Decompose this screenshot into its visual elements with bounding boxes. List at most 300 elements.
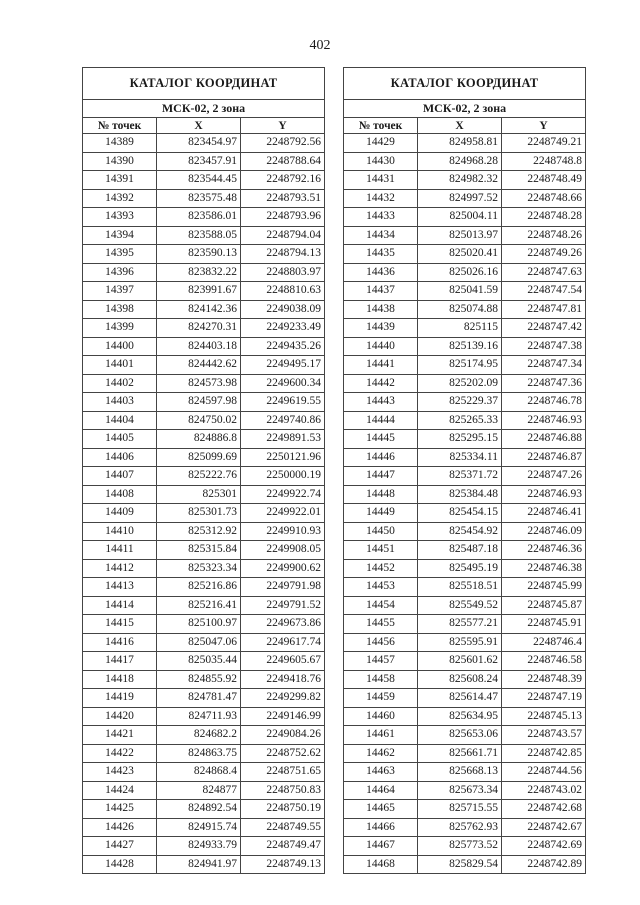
coordinate-catalog-right xyxy=(343,67,586,874)
y-coordinate-cell: 2248750.19 xyxy=(241,800,325,819)
y-coordinate-cell: 2248788.64 xyxy=(241,152,325,171)
table-row xyxy=(83,707,325,726)
table-row xyxy=(83,411,325,430)
y-coordinate-cell: 2249418.76 xyxy=(241,670,325,689)
table-row xyxy=(83,134,325,153)
point-number-cell: 14416 xyxy=(83,633,157,652)
table-row xyxy=(344,485,586,504)
catalog-title: КАТАЛОГ КООРДИНАТ xyxy=(344,68,586,100)
coordinate-system-label: МСК-02, 2 зона xyxy=(344,100,586,118)
table-row xyxy=(83,226,325,245)
x-coordinate-cell: 824958.81 xyxy=(418,134,502,153)
x-coordinate-cell: 825715.55 xyxy=(418,800,502,819)
x-coordinate-cell: 825229.37 xyxy=(418,393,502,412)
table-row xyxy=(83,393,325,412)
point-number-cell: 14417 xyxy=(83,652,157,671)
table-row xyxy=(344,541,586,560)
y-coordinate-cell: 2249900.62 xyxy=(241,559,325,578)
y-coordinate-cell: 2249435.26 xyxy=(241,337,325,356)
table-row xyxy=(344,689,586,708)
table-row xyxy=(344,319,586,338)
table-row xyxy=(344,615,586,634)
point-number-cell: 14446 xyxy=(344,448,418,467)
x-coordinate-cell: 824750.02 xyxy=(157,411,241,430)
x-coordinate-cell: 825454.15 xyxy=(418,504,502,523)
table-row xyxy=(344,504,586,523)
x-coordinate-cell: 824968.28 xyxy=(418,152,502,171)
y-coordinate-cell: 2248743.02 xyxy=(502,781,586,800)
x-coordinate-cell: 825099.69 xyxy=(157,448,241,467)
y-coordinate-cell: 2249038.09 xyxy=(241,300,325,319)
x-coordinate-cell: 825608.24 xyxy=(418,670,502,689)
page-number: 402 xyxy=(309,38,331,53)
x-coordinate-cell: 824886.8 xyxy=(157,430,241,449)
point-number-cell: 14465 xyxy=(344,800,418,819)
point-number-cell: 14463 xyxy=(344,763,418,782)
x-coordinate-cell: 824868.4 xyxy=(157,763,241,782)
table-row xyxy=(344,430,586,449)
y-coordinate-cell: 2248750.83 xyxy=(241,781,325,800)
table-row xyxy=(83,726,325,745)
table-row xyxy=(83,152,325,171)
point-number-cell: 14438 xyxy=(344,300,418,319)
point-number-cell: 14466 xyxy=(344,818,418,837)
x-coordinate-cell: 825773.52 xyxy=(418,837,502,856)
point-number-cell: 14397 xyxy=(83,282,157,301)
y-coordinate-cell: 2248746.88 xyxy=(502,430,586,449)
y-coordinate-cell: 2248746.58 xyxy=(502,652,586,671)
y-coordinate-cell: 2248748.28 xyxy=(502,208,586,227)
x-coordinate-cell: 825653.06 xyxy=(418,726,502,745)
x-coordinate-cell: 825634.95 xyxy=(418,707,502,726)
x-coordinate-cell: 825384.48 xyxy=(418,485,502,504)
coordinate-catalog-left xyxy=(82,67,325,874)
x-coordinate-cell: 825100.97 xyxy=(157,615,241,634)
table-row xyxy=(83,467,325,486)
x-coordinate-cell: 824997.52 xyxy=(418,189,502,208)
x-coordinate-cell: 824682.2 xyxy=(157,726,241,745)
table-row xyxy=(83,670,325,689)
y-coordinate-cell: 2248746.93 xyxy=(502,485,586,504)
table-row xyxy=(83,596,325,615)
point-number-cell: 14409 xyxy=(83,504,157,523)
table-row xyxy=(344,707,586,726)
table-row xyxy=(344,652,586,671)
point-number-cell: 14440 xyxy=(344,337,418,356)
point-number-cell: 14414 xyxy=(83,596,157,615)
table-row xyxy=(83,430,325,449)
x-coordinate-cell: 825004.11 xyxy=(418,208,502,227)
table-row xyxy=(83,337,325,356)
point-number-cell: 14450 xyxy=(344,522,418,541)
point-number-cell: 14389 xyxy=(83,134,157,153)
table-row xyxy=(344,337,586,356)
y-coordinate-cell: 2248748.66 xyxy=(502,189,586,208)
table-row xyxy=(83,245,325,264)
point-number-cell: 14401 xyxy=(83,356,157,375)
x-coordinate-cell: 824142.36 xyxy=(157,300,241,319)
y-coordinate-cell: 2248747.26 xyxy=(502,467,586,486)
y-coordinate-cell: 2248748.8 xyxy=(502,152,586,171)
point-number-cell: 14468 xyxy=(344,855,418,874)
point-number-cell: 14411 xyxy=(83,541,157,560)
x-coordinate-cell: 825041.59 xyxy=(418,282,502,301)
y-coordinate-cell: 2248743.57 xyxy=(502,726,586,745)
table-row xyxy=(344,633,586,652)
point-number-cell: 14434 xyxy=(344,226,418,245)
x-coordinate-cell: 825139.16 xyxy=(418,337,502,356)
x-coordinate-cell: 823575.48 xyxy=(157,189,241,208)
y-coordinate-cell: 2248747.42 xyxy=(502,319,586,338)
y-coordinate-cell: 2249791.98 xyxy=(241,578,325,597)
point-number-cell: 14407 xyxy=(83,467,157,486)
table-row xyxy=(344,855,586,874)
y-coordinate-cell: 2249600.34 xyxy=(241,374,325,393)
x-coordinate-cell: 824711.93 xyxy=(157,707,241,726)
x-coordinate-cell: 825295.15 xyxy=(418,430,502,449)
y-coordinate-cell: 2248803.97 xyxy=(241,263,325,282)
y-coordinate-cell: 2249922.74 xyxy=(241,485,325,504)
point-number-cell: 14448 xyxy=(344,485,418,504)
point-number-cell: 14433 xyxy=(344,208,418,227)
y-coordinate-cell: 2249084.26 xyxy=(241,726,325,745)
point-number-cell: 14441 xyxy=(344,356,418,375)
table-row xyxy=(83,356,325,375)
y-coordinate-cell: 2248748.26 xyxy=(502,226,586,245)
table-row xyxy=(83,504,325,523)
y-coordinate-cell: 2248747.19 xyxy=(502,689,586,708)
y-coordinate-cell: 2248746.36 xyxy=(502,541,586,560)
table-row xyxy=(83,800,325,819)
point-number-cell: 14449 xyxy=(344,504,418,523)
table-row xyxy=(344,726,586,745)
coordinate-system-label: МСК-02, 2 зона xyxy=(83,100,325,118)
y-coordinate-cell: 2248746.4 xyxy=(502,633,586,652)
table-row xyxy=(344,467,586,486)
table-row xyxy=(344,245,586,264)
y-coordinate-cell: 2249922.01 xyxy=(241,504,325,523)
point-number-cell: 14421 xyxy=(83,726,157,745)
table-row xyxy=(344,374,586,393)
y-coordinate-cell: 2249740.86 xyxy=(241,411,325,430)
y-coordinate-cell: 2248745.99 xyxy=(502,578,586,597)
point-number-cell: 14400 xyxy=(83,337,157,356)
y-coordinate-cell: 2248742.69 xyxy=(502,837,586,856)
y-coordinate-cell: 2249891.53 xyxy=(241,430,325,449)
x-coordinate-cell: 824863.75 xyxy=(157,744,241,763)
x-coordinate-cell: 823991.67 xyxy=(157,282,241,301)
x-coordinate-cell: 823457.91 xyxy=(157,152,241,171)
x-coordinate-cell: 825518.51 xyxy=(418,578,502,597)
point-number-cell: 14445 xyxy=(344,430,418,449)
y-coordinate-cell: 2249495.17 xyxy=(241,356,325,375)
point-number-cell: 14393 xyxy=(83,208,157,227)
x-coordinate-cell: 825301.73 xyxy=(157,504,241,523)
column-header-x: X xyxy=(418,118,502,134)
y-coordinate-cell: 2248744.56 xyxy=(502,763,586,782)
point-number-cell: 14419 xyxy=(83,689,157,708)
table-row xyxy=(344,596,586,615)
column-header-y: Y xyxy=(241,118,325,134)
point-number-cell: 14404 xyxy=(83,411,157,430)
x-coordinate-cell: 825668.13 xyxy=(418,763,502,782)
x-coordinate-cell: 824597.98 xyxy=(157,393,241,412)
x-coordinate-cell: 825577.21 xyxy=(418,615,502,634)
table-row xyxy=(83,615,325,634)
table-row xyxy=(83,763,325,782)
x-coordinate-cell: 825020.41 xyxy=(418,245,502,264)
table-row xyxy=(83,559,325,578)
table-row xyxy=(344,781,586,800)
point-number-cell: 14391 xyxy=(83,171,157,190)
y-coordinate-cell: 2248751.65 xyxy=(241,763,325,782)
catalog-title: КАТАЛОГ КООРДИНАТ xyxy=(83,68,325,100)
point-number-cell: 14390 xyxy=(83,152,157,171)
table-row xyxy=(83,485,325,504)
column-header-x: X xyxy=(157,118,241,134)
y-coordinate-cell: 2248749.26 xyxy=(502,245,586,264)
x-coordinate-cell: 825222.76 xyxy=(157,467,241,486)
x-coordinate-cell: 825074.88 xyxy=(418,300,502,319)
y-coordinate-cell: 2248746.78 xyxy=(502,393,586,412)
table-row xyxy=(344,837,586,856)
y-coordinate-cell: 2248745.13 xyxy=(502,707,586,726)
table-row xyxy=(344,226,586,245)
y-coordinate-cell: 2248745.87 xyxy=(502,596,586,615)
y-coordinate-cell: 2248747.34 xyxy=(502,356,586,375)
x-coordinate-cell: 824915.74 xyxy=(157,818,241,837)
point-number-cell: 14394 xyxy=(83,226,157,245)
point-number-cell: 14427 xyxy=(83,837,157,856)
point-number-cell: 14418 xyxy=(83,670,157,689)
table-row xyxy=(344,522,586,541)
point-number-cell: 14402 xyxy=(83,374,157,393)
y-coordinate-cell: 2248749.47 xyxy=(241,837,325,856)
x-coordinate-cell: 824855.92 xyxy=(157,670,241,689)
point-number-cell: 14453 xyxy=(344,578,418,597)
point-number-cell: 14392 xyxy=(83,189,157,208)
table-row xyxy=(344,559,586,578)
point-number-cell: 14464 xyxy=(344,781,418,800)
y-coordinate-cell: 2248746.93 xyxy=(502,411,586,430)
y-coordinate-cell: 2249617.74 xyxy=(241,633,325,652)
point-number-cell: 14458 xyxy=(344,670,418,689)
table-row xyxy=(344,800,586,819)
point-number-cell: 14435 xyxy=(344,245,418,264)
x-coordinate-cell: 825216.41 xyxy=(157,596,241,615)
point-number-cell: 14412 xyxy=(83,559,157,578)
x-coordinate-cell: 825595.91 xyxy=(418,633,502,652)
point-number-cell: 14424 xyxy=(83,781,157,800)
y-coordinate-cell: 2249233.49 xyxy=(241,319,325,338)
point-number-cell: 14398 xyxy=(83,300,157,319)
point-number-cell: 14408 xyxy=(83,485,157,504)
point-number-cell: 14431 xyxy=(344,171,418,190)
y-coordinate-cell: 2248752.62 xyxy=(241,744,325,763)
y-coordinate-cell: 2248747.63 xyxy=(502,263,586,282)
y-coordinate-cell: 2248749.13 xyxy=(241,855,325,874)
x-coordinate-cell: 824781.47 xyxy=(157,689,241,708)
x-coordinate-cell: 823454.97 xyxy=(157,134,241,153)
y-coordinate-cell: 2248794.04 xyxy=(241,226,325,245)
point-number-cell: 14467 xyxy=(344,837,418,856)
y-coordinate-cell: 2248746.41 xyxy=(502,504,586,523)
table-row xyxy=(83,837,325,856)
point-number-cell: 14444 xyxy=(344,411,418,430)
x-coordinate-cell: 825614.47 xyxy=(418,689,502,708)
point-number-cell: 14399 xyxy=(83,319,157,338)
table-row xyxy=(83,522,325,541)
y-coordinate-cell: 2248742.89 xyxy=(502,855,586,874)
y-coordinate-cell: 2248747.81 xyxy=(502,300,586,319)
x-coordinate-cell: 825026.16 xyxy=(418,263,502,282)
point-number-cell: 14447 xyxy=(344,467,418,486)
point-number-cell: 14413 xyxy=(83,578,157,597)
y-coordinate-cell: 2250121.96 xyxy=(241,448,325,467)
y-coordinate-cell: 2248745.91 xyxy=(502,615,586,634)
table-row xyxy=(83,541,325,560)
point-number-cell: 14443 xyxy=(344,393,418,412)
y-coordinate-cell: 2248794.13 xyxy=(241,245,325,264)
x-coordinate-cell: 825013.97 xyxy=(418,226,502,245)
table-row xyxy=(83,300,325,319)
x-coordinate-cell: 825202.09 xyxy=(418,374,502,393)
x-coordinate-cell: 824403.18 xyxy=(157,337,241,356)
point-number-cell: 14405 xyxy=(83,430,157,449)
table-row xyxy=(83,448,325,467)
point-number-cell: 14396 xyxy=(83,263,157,282)
x-coordinate-cell: 824270.31 xyxy=(157,319,241,338)
point-number-cell: 14425 xyxy=(83,800,157,819)
y-coordinate-cell: 2248747.36 xyxy=(502,374,586,393)
table-row xyxy=(83,652,325,671)
column-header-point-number: № точек xyxy=(344,118,418,134)
x-coordinate-cell: 823544.45 xyxy=(157,171,241,190)
point-number-cell: 14415 xyxy=(83,615,157,634)
table-row xyxy=(83,208,325,227)
y-coordinate-cell: 2248749.21 xyxy=(502,134,586,153)
x-coordinate-cell: 825673.34 xyxy=(418,781,502,800)
y-coordinate-cell: 2249619.55 xyxy=(241,393,325,412)
x-coordinate-cell: 825495.19 xyxy=(418,559,502,578)
table-row xyxy=(83,263,325,282)
x-coordinate-cell: 825371.72 xyxy=(418,467,502,486)
table-row xyxy=(344,208,586,227)
y-coordinate-cell: 2249908.05 xyxy=(241,541,325,560)
point-number-cell: 14452 xyxy=(344,559,418,578)
point-number-cell: 14406 xyxy=(83,448,157,467)
y-coordinate-cell: 2248792.16 xyxy=(241,171,325,190)
table-row xyxy=(83,578,325,597)
column-header-y: Y xyxy=(502,118,586,134)
x-coordinate-cell: 825312.92 xyxy=(157,522,241,541)
point-number-cell: 14436 xyxy=(344,263,418,282)
x-coordinate-cell: 825315.84 xyxy=(157,541,241,560)
table-row xyxy=(344,578,586,597)
point-number-cell: 14432 xyxy=(344,189,418,208)
x-coordinate-cell: 824941.97 xyxy=(157,855,241,874)
x-coordinate-cell: 825174.95 xyxy=(418,356,502,375)
point-number-cell: 14439 xyxy=(344,319,418,338)
table-row xyxy=(344,189,586,208)
table-row xyxy=(344,171,586,190)
point-number-cell: 14455 xyxy=(344,615,418,634)
x-coordinate-cell: 824933.79 xyxy=(157,837,241,856)
y-coordinate-cell: 2248792.56 xyxy=(241,134,325,153)
x-coordinate-cell: 825216.86 xyxy=(157,578,241,597)
point-number-cell: 14454 xyxy=(344,596,418,615)
table-row xyxy=(83,282,325,301)
table-row xyxy=(344,670,586,689)
table-row xyxy=(344,134,586,153)
y-coordinate-cell: 2248746.09 xyxy=(502,522,586,541)
point-number-cell: 14462 xyxy=(344,744,418,763)
table-row xyxy=(344,356,586,375)
x-coordinate-cell: 825487.18 xyxy=(418,541,502,560)
table-row xyxy=(344,411,586,430)
table-row xyxy=(344,282,586,301)
point-number-cell: 14460 xyxy=(344,707,418,726)
x-coordinate-cell: 825762.93 xyxy=(418,818,502,837)
x-coordinate-cell: 824442.62 xyxy=(157,356,241,375)
y-coordinate-cell: 2248810.63 xyxy=(241,282,325,301)
x-coordinate-cell: 825115 xyxy=(418,319,502,338)
y-coordinate-cell: 2249791.52 xyxy=(241,596,325,615)
point-number-cell: 14451 xyxy=(344,541,418,560)
point-number-cell: 14456 xyxy=(344,633,418,652)
y-coordinate-cell: 2248746.38 xyxy=(502,559,586,578)
table-row xyxy=(83,189,325,208)
table-row xyxy=(83,855,325,874)
y-coordinate-cell: 2249673.86 xyxy=(241,615,325,634)
x-coordinate-cell: 824573.98 xyxy=(157,374,241,393)
x-coordinate-cell: 824892.54 xyxy=(157,800,241,819)
x-coordinate-cell: 825829.54 xyxy=(418,855,502,874)
point-number-cell: 14403 xyxy=(83,393,157,412)
point-number-cell: 14426 xyxy=(83,818,157,837)
point-number-cell: 14457 xyxy=(344,652,418,671)
x-coordinate-cell: 823590.13 xyxy=(157,245,241,264)
x-coordinate-cell: 823586.01 xyxy=(157,208,241,227)
y-coordinate-cell: 2248748.39 xyxy=(502,670,586,689)
x-coordinate-cell: 825035.44 xyxy=(157,652,241,671)
y-coordinate-cell: 2249146.99 xyxy=(241,707,325,726)
y-coordinate-cell: 2250000.19 xyxy=(241,467,325,486)
y-coordinate-cell: 2249605.67 xyxy=(241,652,325,671)
y-coordinate-cell: 2248793.51 xyxy=(241,189,325,208)
x-coordinate-cell: 825323.34 xyxy=(157,559,241,578)
point-number-cell: 14429 xyxy=(344,134,418,153)
point-number-cell: 14423 xyxy=(83,763,157,782)
table-row xyxy=(344,744,586,763)
point-number-cell: 14420 xyxy=(83,707,157,726)
table-row xyxy=(344,448,586,467)
point-number-cell: 14459 xyxy=(344,689,418,708)
x-coordinate-cell: 824877 xyxy=(157,781,241,800)
table-row xyxy=(344,818,586,837)
point-number-cell: 14461 xyxy=(344,726,418,745)
x-coordinate-cell: 825334.11 xyxy=(418,448,502,467)
x-coordinate-cell: 825047.06 xyxy=(157,633,241,652)
point-number-cell: 14422 xyxy=(83,744,157,763)
table-row xyxy=(83,744,325,763)
y-coordinate-cell: 2248747.38 xyxy=(502,337,586,356)
y-coordinate-cell: 2248746.87 xyxy=(502,448,586,467)
table-row xyxy=(83,818,325,837)
x-coordinate-cell: 823588.05 xyxy=(157,226,241,245)
point-number-cell: 14395 xyxy=(83,245,157,264)
table-row xyxy=(344,393,586,412)
